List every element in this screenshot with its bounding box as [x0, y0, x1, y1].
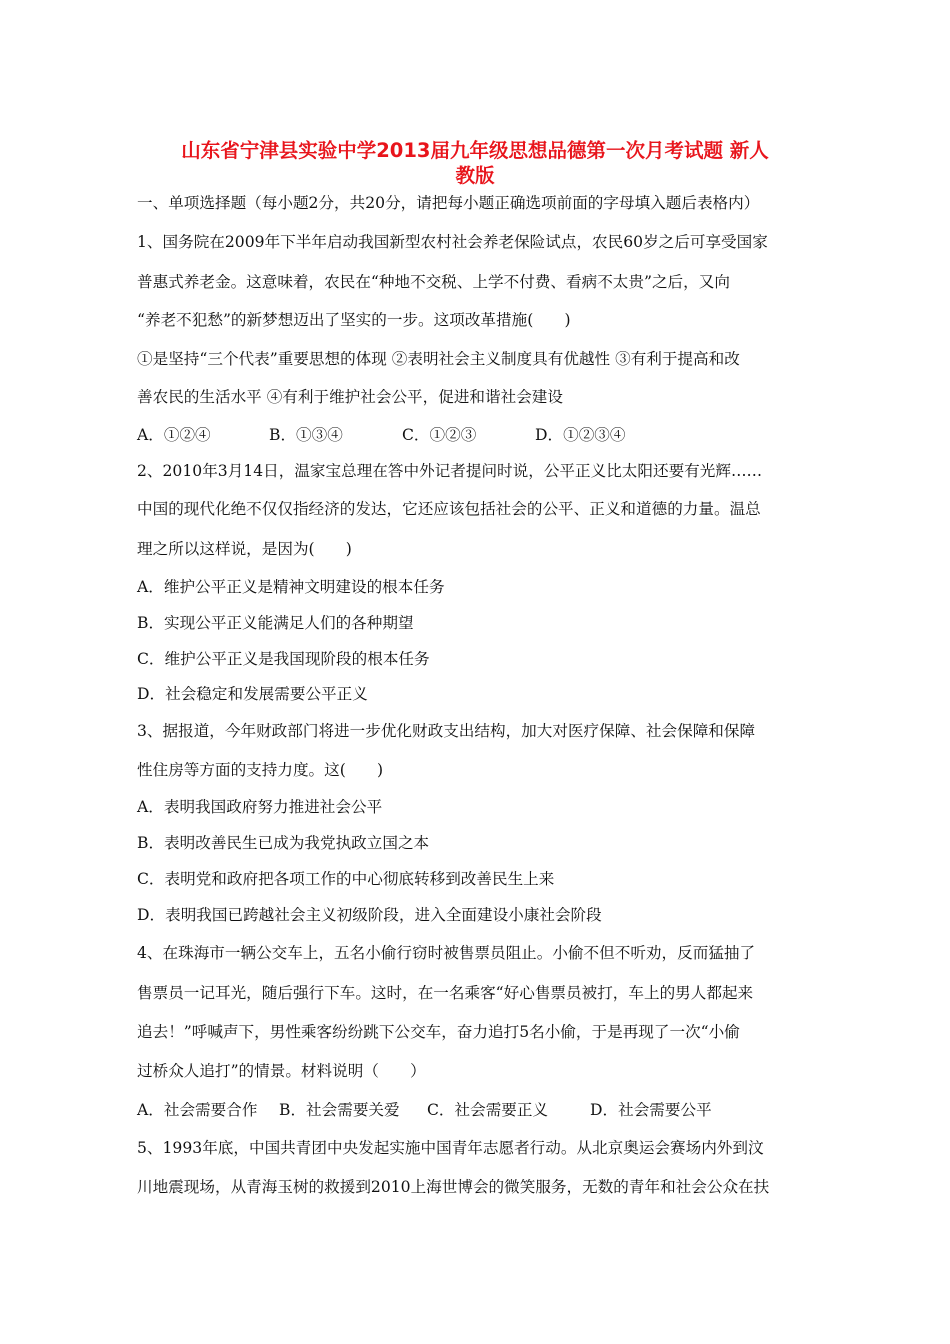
question-3-line-1: 3、据报道，今年财政部门将进一步优化财政支出结构，加大对医疗保障、社会保障和保障	[137, 722, 756, 740]
question-3-option-b: B．表明改善民生已成为我党执政立国之本	[137, 834, 430, 852]
question-1-line-4: ①是坚持“三个代表”重要思想的体现 ②表明社会主义制度具有优越性 ③有利于提高和改	[137, 350, 740, 368]
question-1-line-3: “养老不犯愁”的新梦想迈出了坚实的一步。这项改革措施( )	[137, 311, 571, 329]
question-4-option-d: D．社会需要公平	[590, 1101, 712, 1119]
question-4-option-b: B．社会需要关爱	[279, 1101, 400, 1119]
exam-title-line-2: 教版	[455, 164, 495, 187]
question-3-option-a: A．表明我国政府努力推进社会公平	[137, 798, 383, 816]
question-4-options	[137, 1098, 712, 1120]
question-1-line-5: 善农民的生活水平 ④有利于维护社会公平，促进和谐社会建设	[137, 388, 563, 406]
question-1-options	[137, 423, 625, 445]
question-1-option-b: B．①③④	[269, 426, 343, 444]
question-2-option-b: B．实现公平正义能满足人们的各种期望	[137, 614, 414, 632]
question-1-line-1: 1、国务院在2009年下半年启动我国新型农村社会养老保险试点，农民60岁之后可享受国家	[137, 233, 768, 251]
question-5-line-2: 川地震现场，从青海玉树的救援到2010上海世博会的微笑服务，无数的青年和社会公众在扶	[137, 1178, 770, 1196]
question-1-option-c: C．①②③	[402, 426, 477, 444]
question-2-option-c: C．维护公平正义是我国现阶段的根本任务	[137, 650, 430, 668]
question-1-option-d: D．①②③④	[535, 426, 626, 444]
question-2-line-2: 中国的现代化绝不仅仅指经济的发达，它还应该包括社会的公平、正义和道德的力量。温总	[137, 500, 761, 518]
question-4-line-2: 售票员一记耳光，随后强行下车。这时，在一名乘客“好心售票员被打，车上的男人都起来	[137, 984, 754, 1002]
question-1-option-a: A．①②④	[137, 426, 211, 444]
question-3-option-d: D．表明我国已跨越社会主义初级阶段，进入全面建设小康社会阶段	[137, 906, 602, 924]
question-3-line-2: 性住房等方面的支持力度。这( )	[137, 761, 384, 779]
question-2-option-a: A．维护公平正义是精神文明建设的根本任务	[137, 578, 445, 596]
question-2-line-1: 2、2010年3月14日，温家宝总理在答中外记者提问时说，公平正义比太阳还要有光辉……	[137, 462, 763, 480]
question-3-option-c: C．表明党和政府把各项工作的中心彻底转移到改善民生上来	[137, 870, 555, 888]
question-2-option-d: D．社会稳定和发展需要公平正义	[137, 685, 368, 703]
question-4-option-c: C．社会需要正义	[427, 1101, 549, 1119]
question-2-line-3: 理之所以这样说，是因为( )	[137, 540, 352, 558]
question-4-line-4: 过桥众人追打”的情景。材料说明（ ）	[137, 1062, 426, 1080]
question-5-line-1: 5、1993年底，中国共青团中央发起实施中国青年志愿者行动。从北京奥运会赛场内外到汶	[137, 1139, 764, 1157]
section-heading: 一、单项选择题（每小题2分，共20分，请把每小题正确选项前面的字母填入题后表格内）	[137, 194, 760, 212]
question-4-line-1: 4、在珠海市一辆公交车上，五名小偷行窃时被售票员阻止。小偷不但不听劝，反而猛抽了	[137, 944, 756, 962]
question-4-line-3: 追去！”呼喊声下，男性乘客纷纷跳下公交车，奋力追打5名小偷，于是再现了一次“小偷	[137, 1023, 740, 1041]
exam-title-line-1: 山东省宁津县实验中学2013届九年级思想品德第一次月考试题 新人	[181, 139, 769, 162]
question-4-option-a: A．社会需要合作	[137, 1101, 258, 1119]
question-1-line-2: 普惠式养老金。这意味着，农民在“种地不交税、上学不付费、看病不太贵”之后，又向	[137, 273, 730, 291]
